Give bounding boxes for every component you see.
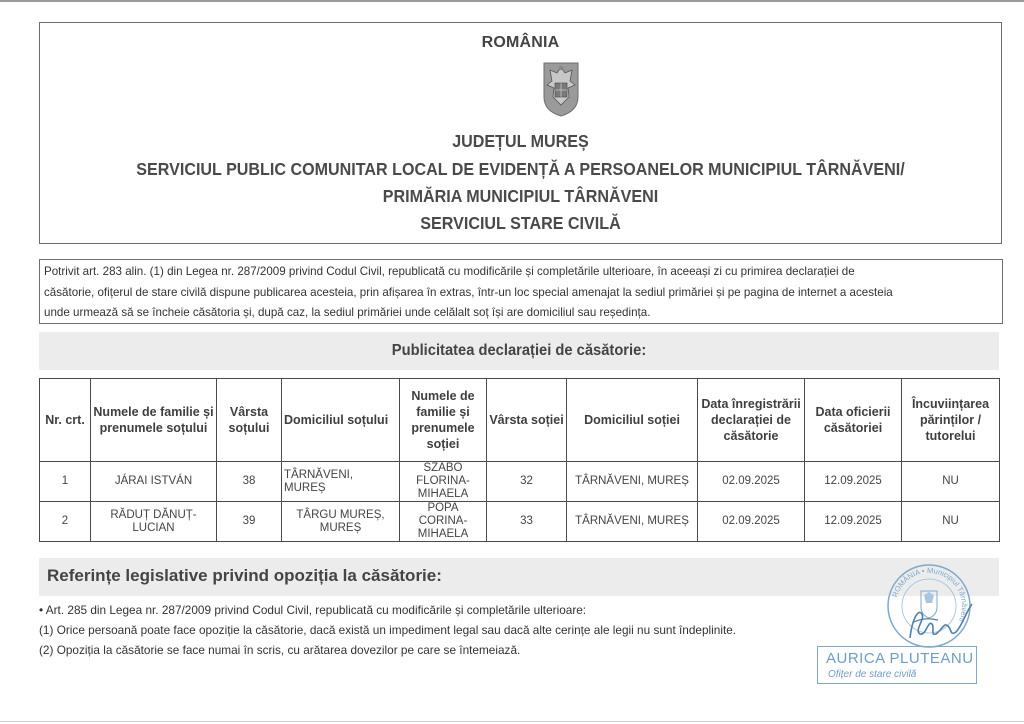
table-row (40, 502, 1000, 542)
marriage-declarations-table (39, 378, 1000, 542)
document-header (39, 22, 1002, 244)
cell-wife-name: SZABO FLORINA-MIHAELA (400, 462, 487, 502)
legal-references (39, 600, 839, 660)
cell-husband-name: RĂDUȚ DĂNUȚ-LUCIAN (91, 502, 217, 542)
cell-wife-name: POPA CORINA-MIHAELA (400, 502, 487, 542)
legal-intro-box (39, 259, 1003, 324)
column-header: Data înregistrării declarației de căsătorie (698, 379, 805, 462)
legal-reference-item: (2) Opoziția la căsătorie se face numai în scris, cu arătarea dovezilor pe care se întemeiază. (39, 643, 521, 657)
legal-reference-item: • Art. 285 din Legea nr. 287/2009 privind Codul Civil, republicată cu modificările și completările ulterioare: (39, 603, 587, 617)
scan-edge-top (0, 0, 1024, 2)
cell-wife-domicile: TÂRNĂVENI, MUREȘ (567, 462, 698, 502)
officer-name: AURICA PLUTEANU (826, 650, 974, 667)
scan-edge-bottom (0, 721, 1024, 722)
intro-line: căsătorie, ofițerul de stare civilă dispune publicarea acesteia, prin afișarea în extras, într-un loc special amenajat la sediul primăriei și pe pagina de internet a acesteia (44, 285, 893, 299)
city-hall-title: PRIMĂRIA MUNICIPIUL TÂRNĂVENI (382, 186, 659, 206)
department-title: SERVICIUL STARE CIVILĂ (420, 213, 621, 233)
column-header: Numele de familie și prenumele soțului (91, 379, 217, 462)
cell-husband-age: 38 (217, 462, 282, 502)
column-header: Data oficierii căsătoriei (805, 379, 902, 462)
cell-wife-age: 33 (487, 502, 567, 542)
legal-reference-item: (1) Orice persoană poate face opoziție la căsătorie, dacă există un impediment legal sau dacă alte cerințe ale legii nu sunt îndeplinite. (39, 623, 737, 637)
service-title: SERVICIUL PUBLIC COMUNITAR LOCAL DE EVIDENȚĂ A PERSOANELOR MUNICIPIUL TÂRNĂVENI/ (136, 159, 905, 179)
coat-of-arms-icon (542, 61, 580, 117)
column-header: Domiciliul soției (567, 379, 698, 462)
legal-title: Referințe legislative privind opoziția la căsătorie: (47, 566, 442, 585)
country-title: ROMÂNIA (481, 34, 560, 51)
table-row (40, 462, 1000, 502)
column-header: Încuviințarea părinților / tutorelui (902, 379, 1000, 462)
publication-title: Publicitatea declarației de căsătorie: (391, 342, 647, 359)
county-title: JUDEȚUL MUREȘ (452, 131, 589, 151)
legal-section-header (39, 558, 999, 596)
cell-marriage-date: 12.09.2025 (805, 502, 902, 542)
cell-wife-age: 32 (487, 462, 567, 502)
cell-registration-date: 02.09.2025 (698, 462, 805, 502)
cell-parental-consent: NU (902, 502, 1000, 542)
cell-husband-domicile: TÂRNĂVENI, MUREȘ (282, 462, 400, 502)
officer-stamp (817, 646, 977, 684)
officer-role: Ofițer de stare civilă (828, 669, 917, 680)
column-header: Nr. crt. (40, 379, 91, 462)
cell-nr: 2 (40, 502, 91, 542)
stamp-ring-text: ROMÂNIA • Municipiul Târnăveni (890, 565, 970, 624)
cell-husband-age: 39 (217, 502, 282, 542)
column-header: Domiciliul soțului (282, 379, 400, 462)
column-header: Vârsta soției (487, 379, 567, 462)
column-header: Numele de familie și prenumele soției (400, 379, 487, 462)
intro-line: Potrivit art. 283 alin. (1) din Legea nr. 287/2009 privind Codul Civil, republicată cu modificările și completările ulterioare, în aceeași zi cu primirea declarației de (44, 265, 855, 278)
cell-husband-domicile: TÂRGU MUREȘ, MUREȘ (282, 502, 400, 542)
cell-registration-date: 02.09.2025 (698, 502, 805, 542)
signature-icon (900, 600, 975, 645)
cell-marriage-date: 12.09.2025 (805, 462, 902, 502)
column-header: Vârsta soțului (217, 379, 282, 462)
cell-wife-domicile: TÂRNĂVENI, MUREȘ (567, 502, 698, 542)
cell-parental-consent: NU (902, 462, 1000, 502)
cell-nr: 1 (40, 462, 91, 502)
cell-husband-name: JÁRAI ISTVÁN (91, 462, 217, 502)
publication-section-header (39, 332, 999, 370)
intro-line: unde urmează să se încheie căsătoria și, după caz, la sediul primăriei unde celălalt soț își are domiciliul sau reședința. (44, 306, 651, 319)
table-header-row (40, 379, 1000, 462)
